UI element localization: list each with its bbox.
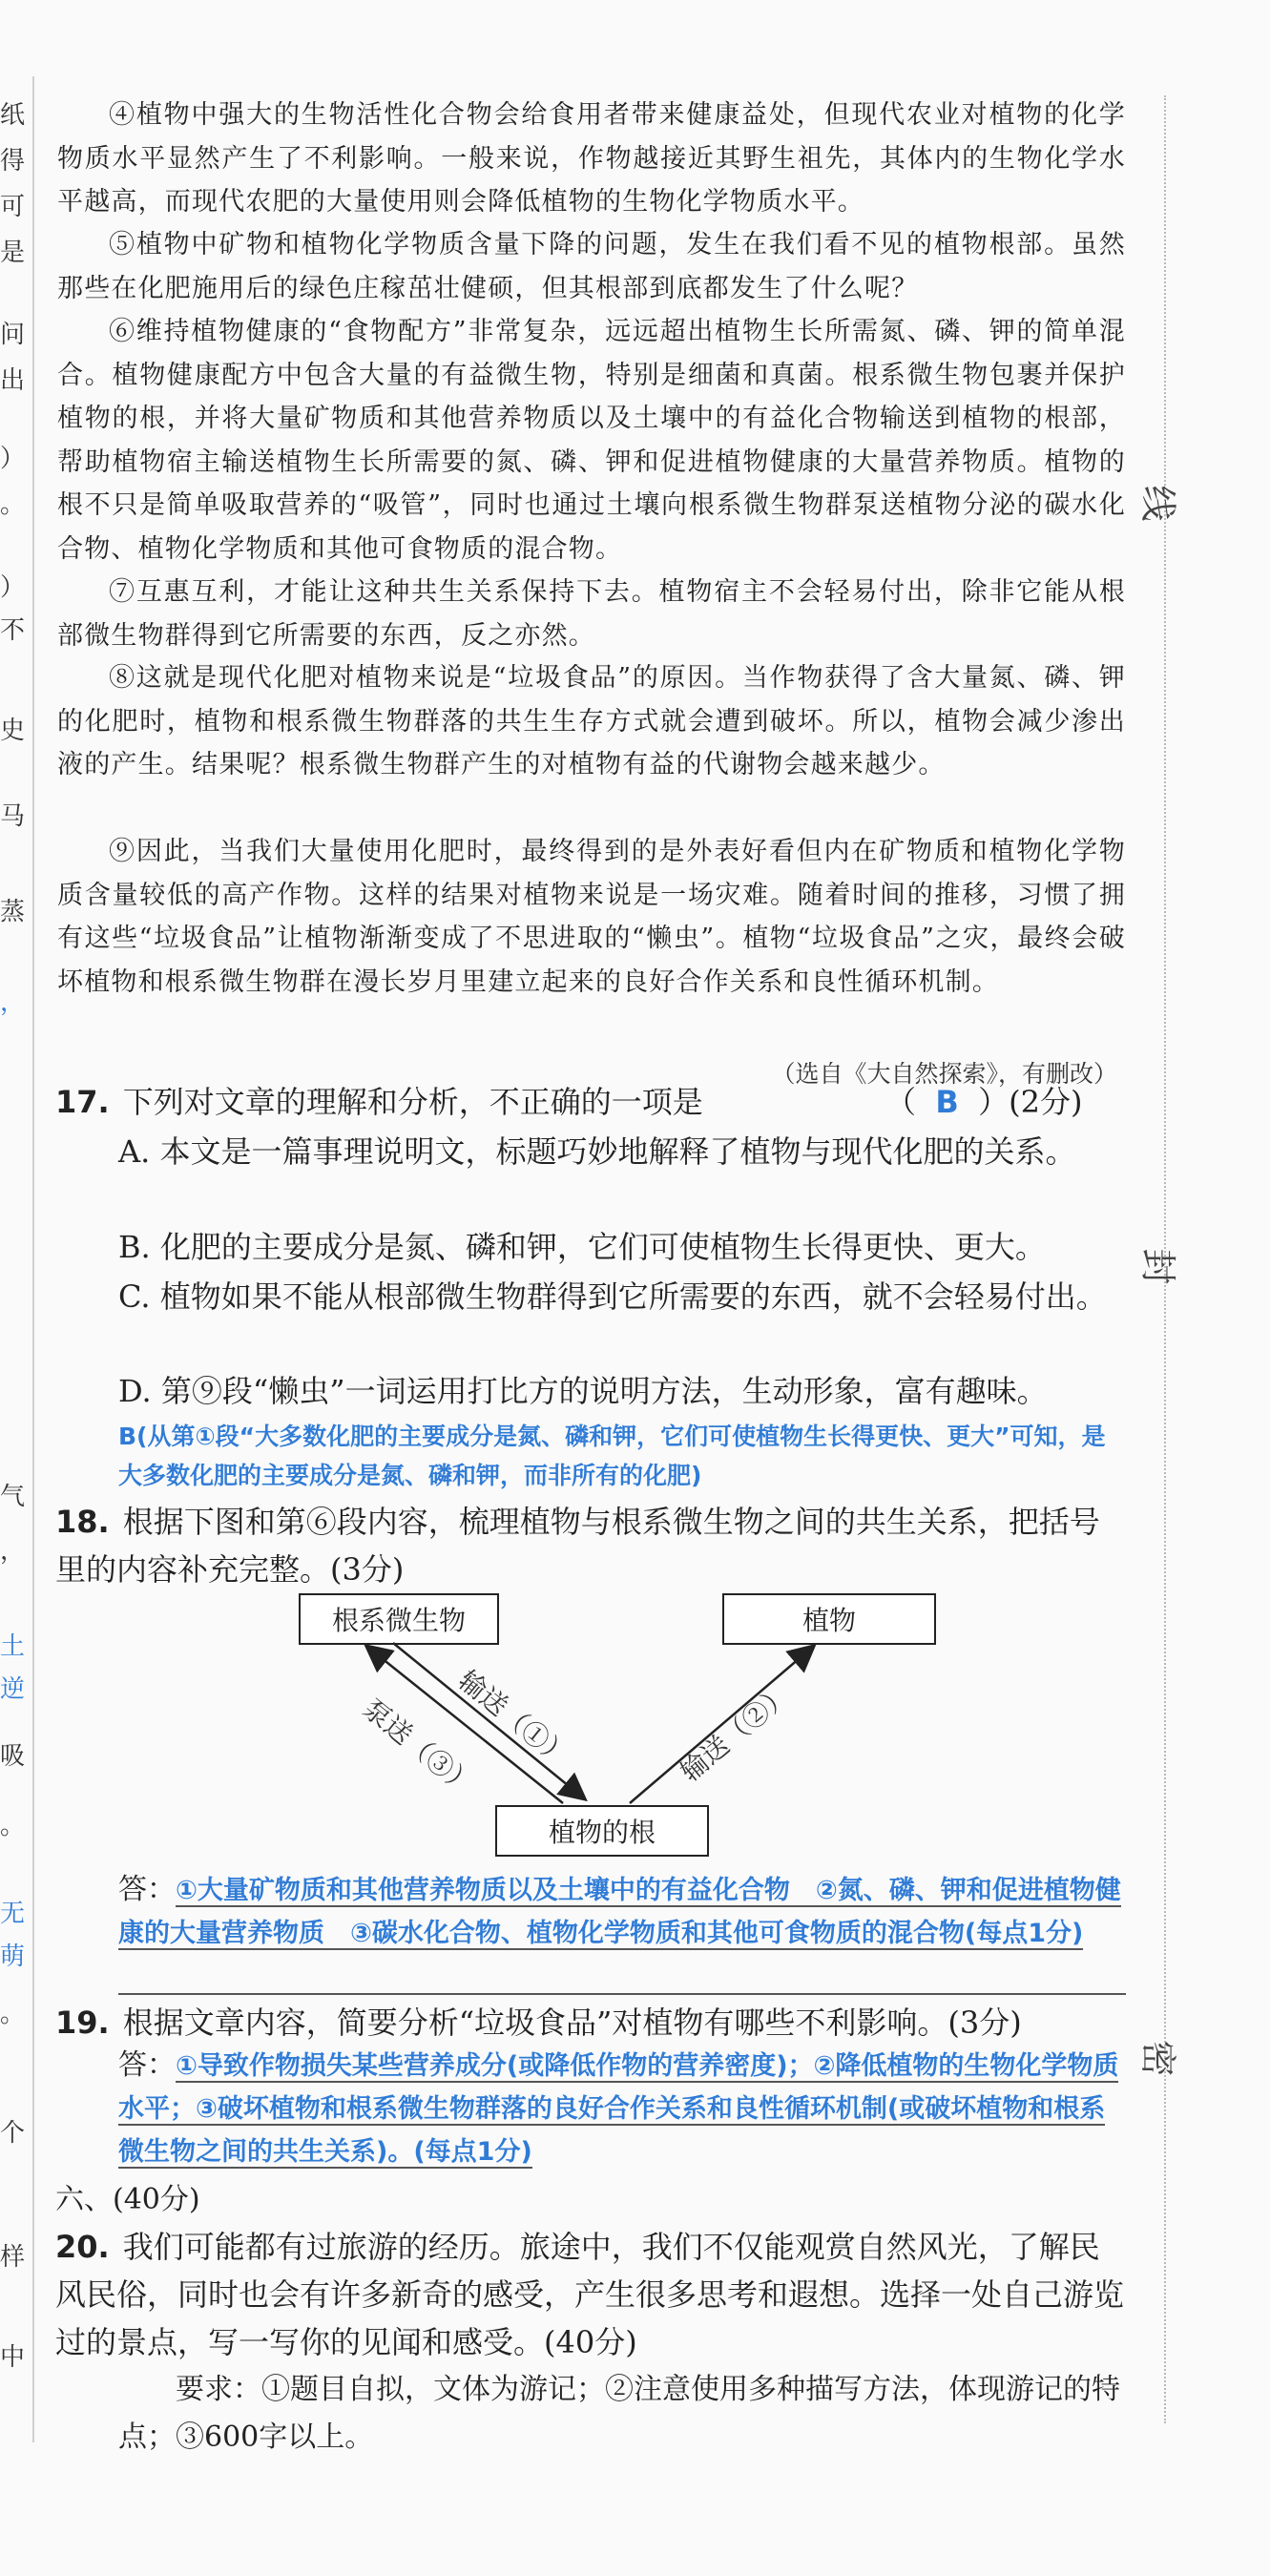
q19-answer bbox=[118, 2044, 1125, 2173]
answer-label: 答： bbox=[118, 1873, 176, 1906]
paragraph-7: ⑦互惠互利，才能让这种共生关系保持下去。植物宿主不会轻易付出，除非它能从根部微生物群得到它所需要的东西，反之亦然。 bbox=[57, 577, 1126, 651]
margin-char: 样 bbox=[0, 2243, 26, 2272]
option-a: A. 本文是一篇事理说明文，标题巧妙地解释了植物与现代化肥的关系。 bbox=[118, 1133, 1076, 1170]
question-stem: 根据文章内容，简要分析“垃圾食品”对植物有哪些不利影响。(3分) bbox=[122, 2005, 1022, 2041]
paragraph-9: ⑨因此，当我们大量使用化肥时，最终得到的是外表好看但内在矿物质和植物化学物质含量较低的高产作物。这样的结果对植物来说是一场灾难。随着时间的推移，习惯了拥有这些“垃圾食品”让植物渐渐变成了不思进取的“懒虫”。植物“垃圾食品”之灾，最终会破坏植物和根系微生物群在漫长岁月里建立起来的良好合作关系和良性循环机制。 bbox=[57, 837, 1126, 997]
margin-char: 蒸 bbox=[0, 898, 26, 926]
margin-char: 中 bbox=[0, 2343, 26, 2372]
margin-char: 马 bbox=[0, 802, 26, 831]
question-20 bbox=[55, 2223, 1124, 2366]
question-score: (2分) bbox=[1009, 1084, 1083, 1120]
answer-slot: （ B ）(2分) bbox=[885, 1084, 1083, 1120]
question-stem: 下列对文章的理解和分析，不正确的一项是 bbox=[122, 1084, 703, 1120]
box-plant-root: 植物的根 bbox=[495, 1805, 709, 1857]
paragraph-8: ⑧这就是现代化肥对植物来说是“垃圾食品”的原因。当作物获得了含大量氮、磷、钾的化肥时，植物和根系微生物群落的共生生存方式就会遭到破坏。所以，植物会减少渗出液的产生。结果呢？根系微生物群产生的对植物有益的代谢物会越来越少。 bbox=[57, 663, 1126, 779]
margin-char: ） bbox=[0, 573, 26, 602]
paragraph-5: ⑤植物中矿物和植物化学物质含量下降的问题，发生在我们看不见的植物根部。虽然那些在化肥施用后的绿色庄稼茁壮健硕，但其根部到底都发生了什么呢？ bbox=[57, 230, 1126, 303]
paragraph-4: ④植物中强大的生物活性化合物会给食用者带来健康益处，但现代农业对植物的化学物质水平显然产生了不利影响。一般来说，作物越接近其野生祖先，其体内的生物化学水平越高，而现代农肥的大量使用则会降低植物的生物化学物质水平。 bbox=[57, 100, 1126, 217]
answer-label: 答： bbox=[118, 2048, 176, 2082]
section-heading: 六、(40分) bbox=[55, 2183, 200, 2216]
margin-char: 土 bbox=[0, 1632, 26, 1661]
margin-char: 问 bbox=[0, 321, 26, 349]
option-b: B. 化肥的主要成分是氮、磷和钾，它们可使植物生长得更快、更大。 bbox=[118, 1229, 1046, 1265]
margin-char: 吸 bbox=[0, 1742, 26, 1771]
margin-char: 气 bbox=[0, 1483, 26, 1511]
binding-label-xian: 线 bbox=[1136, 485, 1179, 522]
question-19 bbox=[55, 1999, 1124, 2046]
option-c: C. 植物如果不能从根部微生物群得到它所需要的东西，就不会轻易付出。 bbox=[118, 1278, 1107, 1315]
margin-char: ， bbox=[0, 1537, 26, 1566]
margin-char: 史 bbox=[0, 717, 26, 745]
arrow-label-1: 输送（①） bbox=[452, 1664, 576, 1774]
margin-char: 。 bbox=[0, 1812, 26, 1840]
margin-char: 无 bbox=[0, 1900, 26, 1928]
margin-char: 个 bbox=[0, 2119, 26, 2148]
question-number: 18. bbox=[55, 1504, 110, 1540]
answer-text: ①大量矿物质和其他营养物质以及土壤中的有益化合物 ②氮、磷、钾和促进植物健康的大量营养物质 ③碳水化合物、植物化学物质和其他可食物质的混合物(每点1分) bbox=[118, 1876, 1121, 1948]
margin-char: 萌 bbox=[0, 1942, 26, 1971]
arrow-label-3: 泵送（③） bbox=[357, 1693, 481, 1802]
margin-char: 。 bbox=[0, 2000, 26, 2028]
margin-char: 出 bbox=[0, 366, 26, 395]
paragraph-6: ⑥维持植物健康的“食物配方”非常复杂，远远超出植物生长所需氮、磷、钾的简单混合。植物健康配方中包含大量的有益微生物，特别是细菌和真菌。根系微生物包裹并保护植物的根，并将大量矿物质和其他营养物质以及土壤中的有益化合物输送到植物的根部，帮助植物宿主输送植物生长所需要的氮、磷、钾和促进植物健康的大量营养物质。植物的根不只是简单吸取营养的“吸管”，同时也通过土壤向根系微生物群泵送植物分泌的碳水化合物、植物化学物质和其他可食物质的混合物。 bbox=[57, 317, 1126, 564]
question-number: 17. bbox=[55, 1084, 110, 1120]
margin-char: 可 bbox=[0, 193, 26, 221]
binding-label-mi: 密 bbox=[1136, 2040, 1179, 2077]
box-root-microbes: 根系微生物 bbox=[299, 1593, 499, 1645]
option-d: D. 第⑨段“懒虫”一词运用打比方的说明方法，生动形象，富有趣味。 bbox=[118, 1373, 1048, 1409]
answer-letter: B bbox=[935, 1084, 959, 1120]
question-stem: 我们可能都有过旅游的经历。旅途中，我们不仅能观赏自然风光，了解民风民俗，同时也会有许多新奇的感受，产生很多思考和遐想。选择一处自己游览过的景点，写一写你的见闻和感受。(40分) bbox=[55, 2229, 1125, 2360]
margin-char: 逆 bbox=[0, 1675, 26, 1704]
q20-requirements: 要求：①题目自拟，文体为游记；②注意使用多种描写方法，体现游记的特点；③600字以上。 bbox=[118, 2373, 1120, 2454]
question-stem: 根据下图和第⑥段内容，梳理植物与根系微生物之间的共生关系，把括号里的内容补充完整。(3分) bbox=[55, 1504, 1100, 1588]
margin-char: ） bbox=[0, 445, 26, 473]
article-source: （选自《大自然探索》，有删改） bbox=[771, 1060, 1117, 1088]
question-number: 19. bbox=[55, 2005, 110, 2041]
margin-char: 。 bbox=[0, 490, 26, 519]
q18-answer bbox=[118, 1868, 1125, 1955]
box-plant: 植物 bbox=[722, 1593, 936, 1645]
q17-explanation: B(从第①段“大多数化肥的主要成分是氮、磷和钾，它们可使植物生长得更快、更大”可知，是大多数化肥的主要成分是氮、磷和钾，而非所有的化肥) bbox=[118, 1423, 1106, 1489]
margin-char: ， bbox=[0, 988, 26, 1017]
question-number: 20. bbox=[55, 2229, 110, 2265]
binding-label-feng: 封 bbox=[1136, 1248, 1179, 1285]
answer-text: ①导致作物损失某些营养成分(或降低作物的营养密度)；②降低植物的生物化学物质水平；③破坏植物和根系微生物群落的良好合作关系和良性循环机制(或破坏植物和根系微生物之间的共生关系)。(每点1分) bbox=[118, 2051, 1119, 2167]
margin-char: 是 bbox=[0, 239, 26, 267]
margin-char: 不 bbox=[0, 616, 26, 645]
answer-underline bbox=[118, 1993, 1126, 1995]
margin-char: 纸 bbox=[0, 101, 26, 130]
margin-char: 得 bbox=[0, 147, 26, 176]
arrow-label-2: 输送（②） bbox=[674, 1677, 798, 1788]
